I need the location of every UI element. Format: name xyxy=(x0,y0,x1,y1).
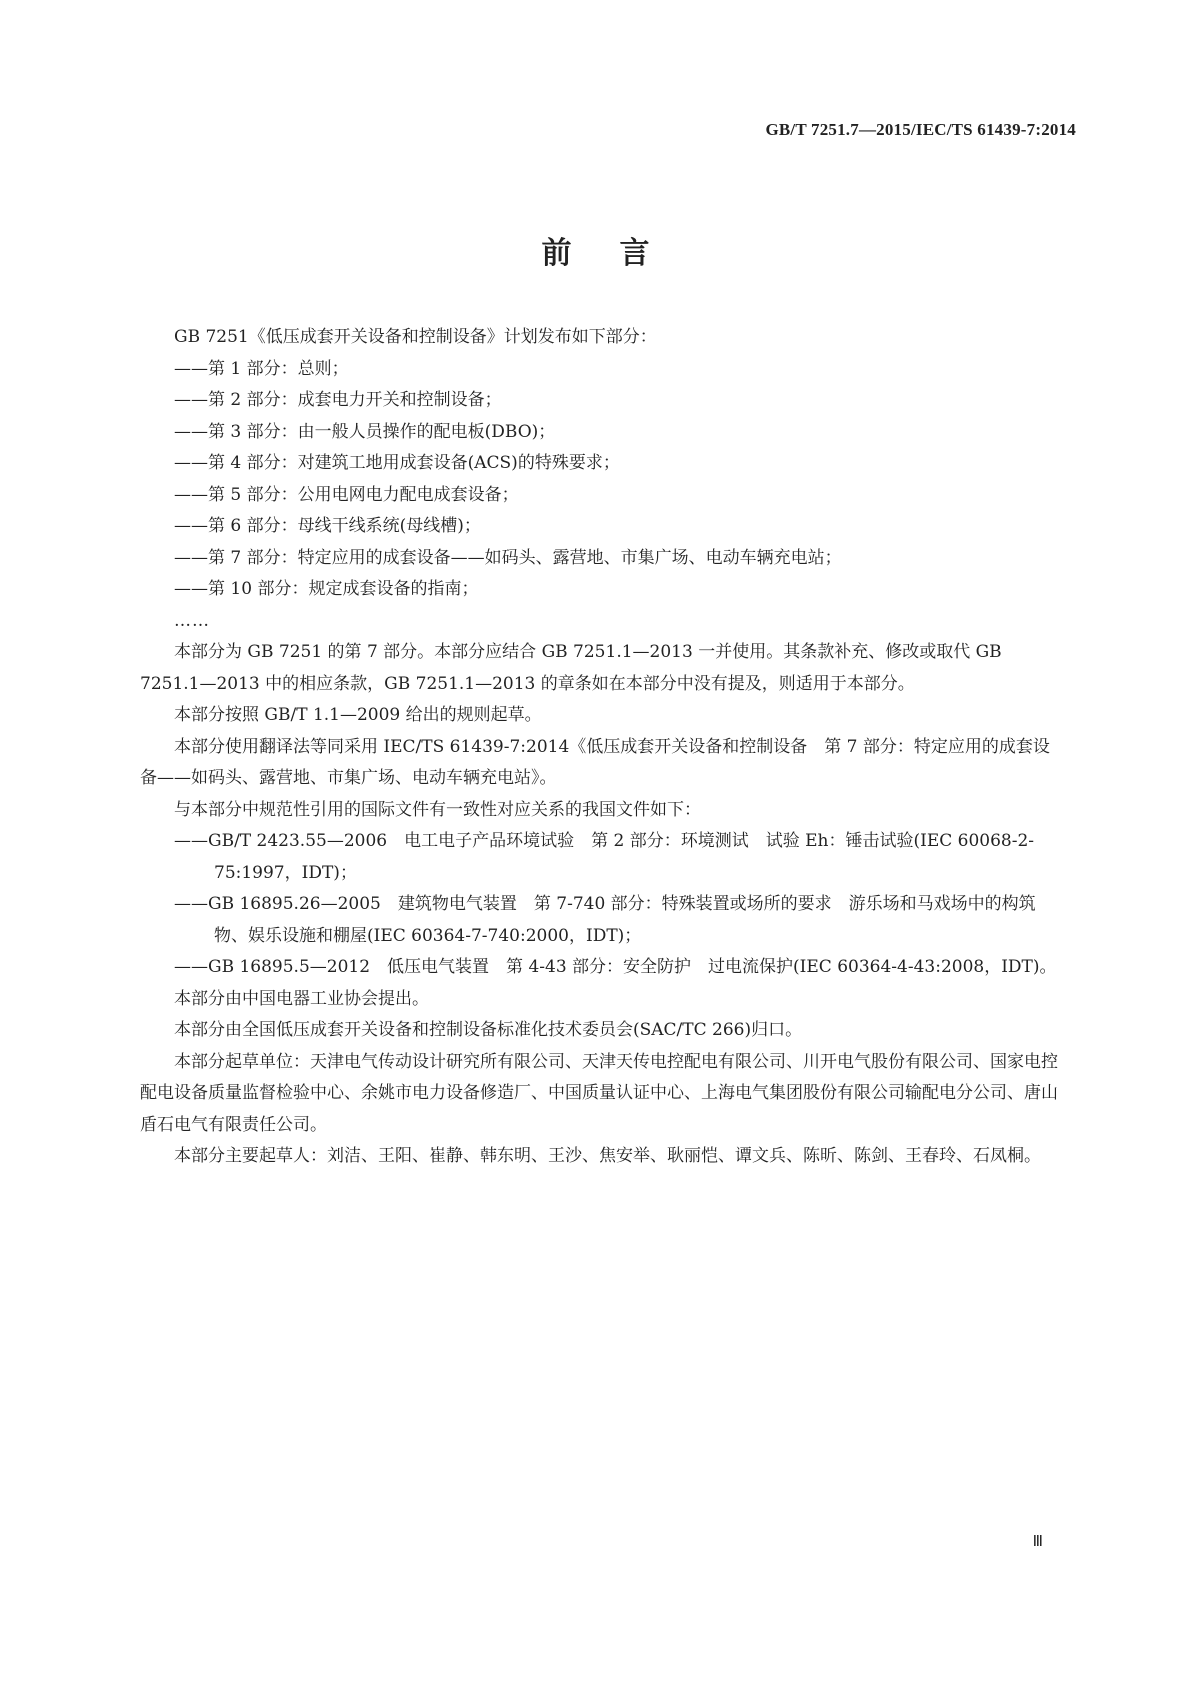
relation-paragraph: 本部分为 GB 7251 的第 7 部分。本部分应结合 GB 7251.1—2013 一并使用。其条款补充、修改或取代 GB 7251.1—2013 中的相应条款，GB 7251.1—2013 的章条如在本部分中没有提及，则适用于本部分。 xyxy=(140,642,1002,694)
list-item: ——第 4 部分：对建筑工地用成套设备(ACS)的特殊要求； xyxy=(174,453,620,473)
list-item: ——第 6 部分：母线干线系统(母线槽)； xyxy=(174,516,481,536)
list-item: ——第 1 部分：总则； xyxy=(174,358,349,379)
intro-paragraph: GB 7251《低压成套开关设备和控制设备》计划发布如下部分： xyxy=(174,327,657,347)
rules-paragraph: 本部分按照 GB/T 1.1—2009 给出的规则起草。 xyxy=(174,705,542,725)
list-item: ——第 3 部分：由一般人员操作的配电板(DBO)； xyxy=(174,421,556,442)
drafting-units-paragraph: 本部分起草单位：天津电气传动设计研究所有限公司、天津天传电控配电有限公司、川开电气股份有限公司、国家电控配电设备质量监督检验中心、余姚市电力设备修造厂、中国质量认证中心、上海电气集团股份有限公司输配电分公司、唐山盾石电气有限责任公司。 xyxy=(140,1051,1058,1135)
drafters-paragraph: 本部分主要起草人：刘洁、王阳、崔静、韩东明、王沙、焦安举、耿丽恺、谭文兵、陈昕、陈剑、王春玲、石凤桐。 xyxy=(174,1146,1041,1166)
reference-item: ——GB 16895.26—2005 建筑物电气装置 第 7-740 部分：特殊装置或场所的要求 游乐场和马戏场中的构筑物、娱乐设施和棚屋(IEC 60364-7-740:2000，IDT)； xyxy=(174,894,1036,946)
document-body xyxy=(140,322,1062,1173)
refs-intro-paragraph: 与本部分中规范性引用的国际文件有一致性对应关系的我国文件如下： xyxy=(174,799,701,820)
standard-code: GB/T 7251.7—2015/IEC/TS 61439-7:2014 xyxy=(765,120,1076,139)
title-char-2: 言 xyxy=(619,236,650,271)
centralized-paragraph: 本部分由全国低压成套开关设备和控制设备标准化技术委员会(SAC/TC 266)归口。 xyxy=(174,1020,803,1040)
reference-item: ——GB 16895.5—2012 低压电气装置 第 4-43 部分：安全防护 过电流保护(IEC 60364-4-43:2008，IDT)。 xyxy=(174,957,1057,977)
translation-paragraph: 本部分使用翻译法等同采用 IEC/TS 61439-7:2014《低压成套开关设备和控制设备 第 7 部分：特定应用的成套设备——如码头、露营地、市集广场、电动车辆充电站》。 xyxy=(140,736,1050,788)
page-title xyxy=(0,228,1191,272)
page-number: Ⅲ xyxy=(1032,1534,1043,1550)
ellipsis: …… xyxy=(174,610,210,631)
title-char-1: 前 xyxy=(541,236,572,271)
list-item: ——第 10 部分：规定成套设备的指南； xyxy=(174,579,479,599)
reference-item: ——GB/T 2423.55—2006 电工电子产品环境试验 第 2 部分：环境测试 试验 Eh：锤击试验(IEC 60068-2-75:1997，IDT)； xyxy=(174,831,1035,883)
list-item: ——第 2 部分：成套电力开关和控制设备； xyxy=(174,390,502,410)
list-item: ——第 5 部分：公用电网电力配电成套设备； xyxy=(174,484,519,505)
proposed-paragraph: 本部分由中国电器工业协会提出。 xyxy=(174,988,429,1009)
list-item: ——第 7 部分：特定应用的成套设备——如码头、露营地、市集广场、电动车辆充电站； xyxy=(174,547,842,568)
